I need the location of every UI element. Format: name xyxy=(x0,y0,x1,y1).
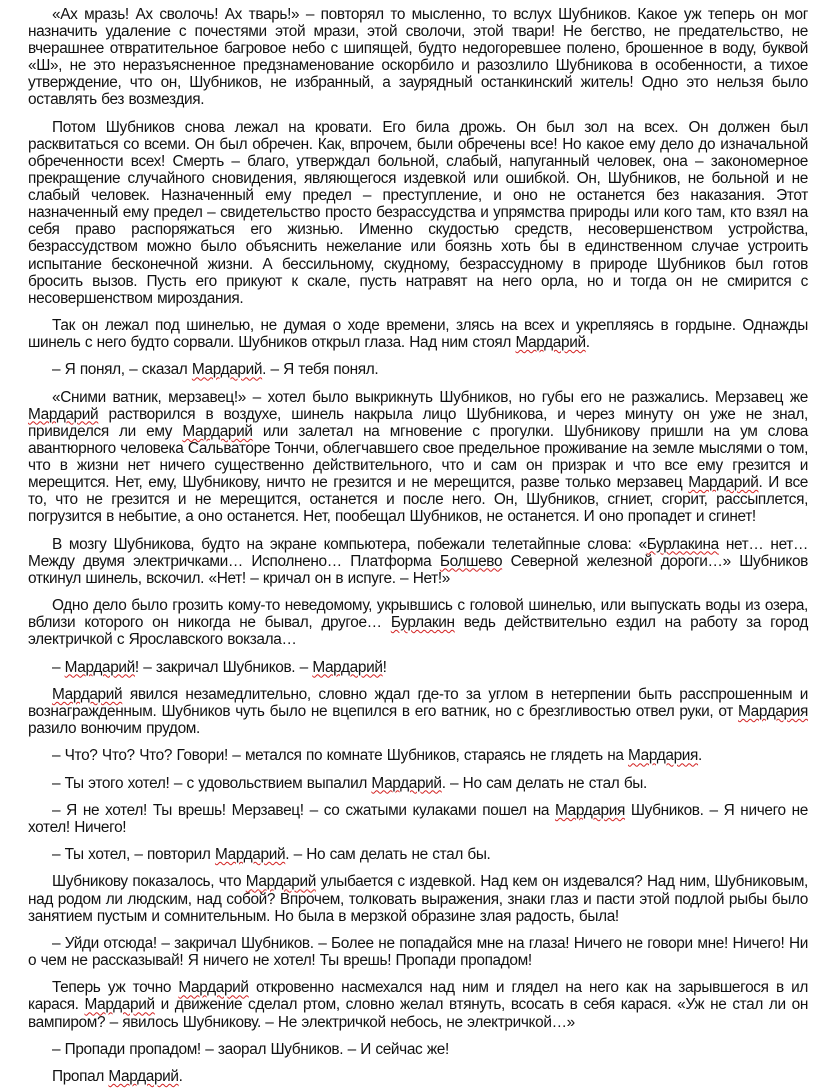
text-run: Теперь уж точно xyxy=(52,979,179,997)
text-run: и движение сделал ртом, словно желал втянуть, всосать в себя карася. «Уж не стал ли он вампиром? – явилось Шубникову. – Не электричкой небось, не электричкой…» xyxy=(28,996,808,1031)
text-run: – Что? Что? Что? Говори! – метался по комнате Шубников, стараясь не глядеть на xyxy=(52,747,629,765)
text-run: – Уйди отсюда! – закричал Шубников. – Более не попадайся мне на глаза! Ничего не говори мне! Ничего! Ни о чем не рассказывай! Я ничего не хотел! Ты врешь! Пропади пропадом! xyxy=(28,934,808,970)
text-run: Шубников. – Я ничего не хотел! Ничего! xyxy=(28,801,808,836)
text-run: Шубникову показалось, что xyxy=(52,873,246,891)
text-run: В мозгу Шубникова, будто на экране компьютера, побежали телетайпные слова: « xyxy=(52,535,647,553)
text-run: Одно дело было грозить кому-то неведомому, укрывшись с головой шинелью, или выпускать воды из озера, вблизи которого он никогда не бывал, другое… xyxy=(28,597,808,632)
misspelled-word[interactable]: Мардария xyxy=(738,702,808,720)
paragraph xyxy=(28,775,808,792)
misspelled-word[interactable]: Мардарий xyxy=(312,658,383,676)
text-run: ! – закричал Шубников. – xyxy=(134,658,313,676)
text-run: . – Но сам делать не стал бы. xyxy=(441,774,647,792)
paragraph xyxy=(28,686,808,737)
text-run: – Я не хотел! Ты врешь! Мерзавец! – со сжатыми кулаками пошел на xyxy=(52,801,555,819)
misspelled-word[interactable]: Мардарий xyxy=(84,996,155,1014)
misspelled-word[interactable]: Мардарий xyxy=(108,1068,179,1086)
paragraph xyxy=(28,873,808,924)
text-run: Так он лежал под шинелью, не думая о ходе времени, злясь на всех и укрепляясь в гордыне. Однажды шинель с него будто сорвали. Шубников открыл глаза. Над ним стоял xyxy=(28,316,808,352)
text-run: – Ты этого хотел! – с удовольствием выпалил xyxy=(52,774,372,792)
text-run: – Пропади пропадом! – заорал Шубников. – И сейчас же! xyxy=(52,1040,449,1058)
paragraph xyxy=(28,747,808,764)
text-run: . И все то, что не грезится и не мерещится, останется и после него. Он, Шубников, сгниет, сгорит, рассыплется, погрузится в небытие, а оно останется. Нет, пообещал Шубников, не останется. И оно пропадет и сгинет! xyxy=(28,474,808,526)
paragraph xyxy=(28,389,808,526)
paragraph xyxy=(28,1068,808,1085)
misspelled-word[interactable]: Бурлакин xyxy=(390,614,455,632)
misspelled-word[interactable]: Мардария xyxy=(554,801,625,819)
text-run: – Я понял, – сказал xyxy=(52,361,192,379)
paragraph xyxy=(28,846,808,863)
text-run: . xyxy=(178,1068,183,1086)
text-run: . xyxy=(585,334,590,352)
misspelled-word[interactable]: Бурлакина xyxy=(646,535,719,553)
paragraph xyxy=(28,1041,808,1058)
misspelled-word[interactable]: Мардарий xyxy=(191,361,263,379)
text-run: растворился в воздухе, шинель накрыла лицо Шубникова, и через минуту он уже не знал, привиделся ли ему xyxy=(28,405,808,440)
misspelled-word[interactable]: Мардарий xyxy=(515,334,586,352)
paragraph xyxy=(28,979,808,1030)
text-run: «Ах мразь! Ах сволочь! Ах тварь!» – повторял то мысленно, то вслух Шубников. Какое уж теперь он мог назначить удаление с почестями этой мрази, этой сволочи, этой твари! Не бегство, не предательство, не вчерашнее отвратительное багровое небо с шипящей, будто недогоревшее полено, брошенное в воду, буквой «Ш», не это неразъясненное предзнаменование оскорбило и разозлило Шубникова в особенности, а тихое утверждение, что он, Шубников, не избранный, а заурядный останкинский житель! Одно это нельзя было оставлять без возмездия. xyxy=(28,6,808,109)
text-run: нет… нет… Между двумя электричками… Исполнено… Платформа xyxy=(28,535,809,570)
misspelled-word[interactable]: Мардарий xyxy=(214,846,286,864)
paragraph xyxy=(28,802,808,836)
paragraph xyxy=(28,597,808,648)
misspelled-word[interactable]: Мардарий xyxy=(688,474,759,492)
text-run: или залетал на мгновение с прогулки. Шубникову пришли на ум слова авантюрного человека Сальваторе Тончи, облегчавшего свое предельное проживание на земле мыслями о том, что в жизни нет ничего существенно действительного, что и сам он призрак и что все ему грезится и мерещится. Нет, ему, Шубникову, ничто не грезится и не мерещится, разве только мерзавец xyxy=(28,422,808,492)
misspelled-word[interactable]: Мардария xyxy=(628,747,699,765)
text-run: . – Я тебя понял. xyxy=(262,361,379,379)
text-run: Потом Шубников снова лежал на кровати. Его била дрожь. Он был зол на всех. Он должен был расквитаться со всеми. Он был обречен. Как, впрочем, были обречены все! Но какое ему дело до изначальной обреченности всех! Смерть – благо, утверждал больной, слабый, напуганный человек, она – закономерное прекращение случайного сновидения, являющегося издевкой или ошибкой. Он, Шубников, не больной и не слабый человек. Назначенный ему предел – преступление, и оно не останется без наказания. Этот назначенный ему предел – свидетельство просто безрассудства и упрямства природы или кого там, кто взял на себя право распоряжаться его жизнью. Именно скудостью средств, несовершенством устройства, безрассудством можно было объяснить нежелание или боязнь хоть бы в единственном случае устроить испытание бесконечной жизни. А бессильному, скудному, безрассудному в природе Шубников был готов бросить вызов. Пусть его прикуют к скале, пусть натравят на него орла, но и тогда он не смирится с несовершенством мироздания. xyxy=(28,118,808,307)
text-run: разило вонючим прудом. xyxy=(28,719,200,737)
text-run: ведь действительно ездил на работу за город электричкой с Ярославского вокзала… xyxy=(28,614,808,649)
misspelled-word[interactable]: Болшево xyxy=(439,552,503,570)
text-run: . – Но сам делать не стал бы. xyxy=(285,846,491,864)
text-run: «Сними ватник, мерзавец!» – хотел было выкрикнуть Шубников, но губы его не разжались. Мерзавец же xyxy=(52,388,808,406)
text-run: – xyxy=(52,658,65,676)
misspelled-word[interactable]: Мардарий xyxy=(64,658,135,676)
misspelled-word[interactable]: Мардарий xyxy=(245,873,317,891)
misspelled-word[interactable]: Мардарий xyxy=(182,422,253,440)
text-run: Пропал xyxy=(52,1068,109,1086)
misspelled-word[interactable]: Мардарий xyxy=(28,405,99,423)
paragraph xyxy=(28,935,808,969)
text-run: Северной железной дороги…» Шубников откинул шинель, вскочил. «Нет! – кричал он в испуге. – Нет!» xyxy=(28,552,809,587)
text-run: ! xyxy=(382,658,387,676)
paragraph xyxy=(28,119,808,307)
paragraph xyxy=(28,659,808,676)
paragraph xyxy=(28,536,808,587)
misspelled-word[interactable]: Мардарий xyxy=(52,685,123,703)
text-run: откровенно насмехался над ним и глядел на него как на зарывшегося в ил карася. xyxy=(28,979,809,1014)
text-run: . xyxy=(698,747,702,765)
paragraph xyxy=(28,317,808,351)
paragraph xyxy=(28,6,808,109)
text-run: явился незамедлительно, словно ждал где-то за углом в нетерпении быть расспрошенным и вознагражденным. Шубников чуть было не вцепился в его ватник, но с брезгливостью отвел руки, от xyxy=(28,685,808,720)
text-run: – Ты хотел, – повторил xyxy=(52,846,215,864)
paragraph xyxy=(28,361,808,378)
text-run: улыбается с издевкой. Над кем он издевался? Над ним, Шубниковым, над родом ли людским, над собой? Впрочем, толковать выражения, знаки глаз и пасти этой подлой рыбы было занятием пустым и сомнительным. Но была в мерзкой образине злая радость, была! xyxy=(28,873,808,925)
misspelled-word[interactable]: Мардарий xyxy=(371,774,442,792)
misspelled-word[interactable]: Мардарий xyxy=(178,979,249,997)
